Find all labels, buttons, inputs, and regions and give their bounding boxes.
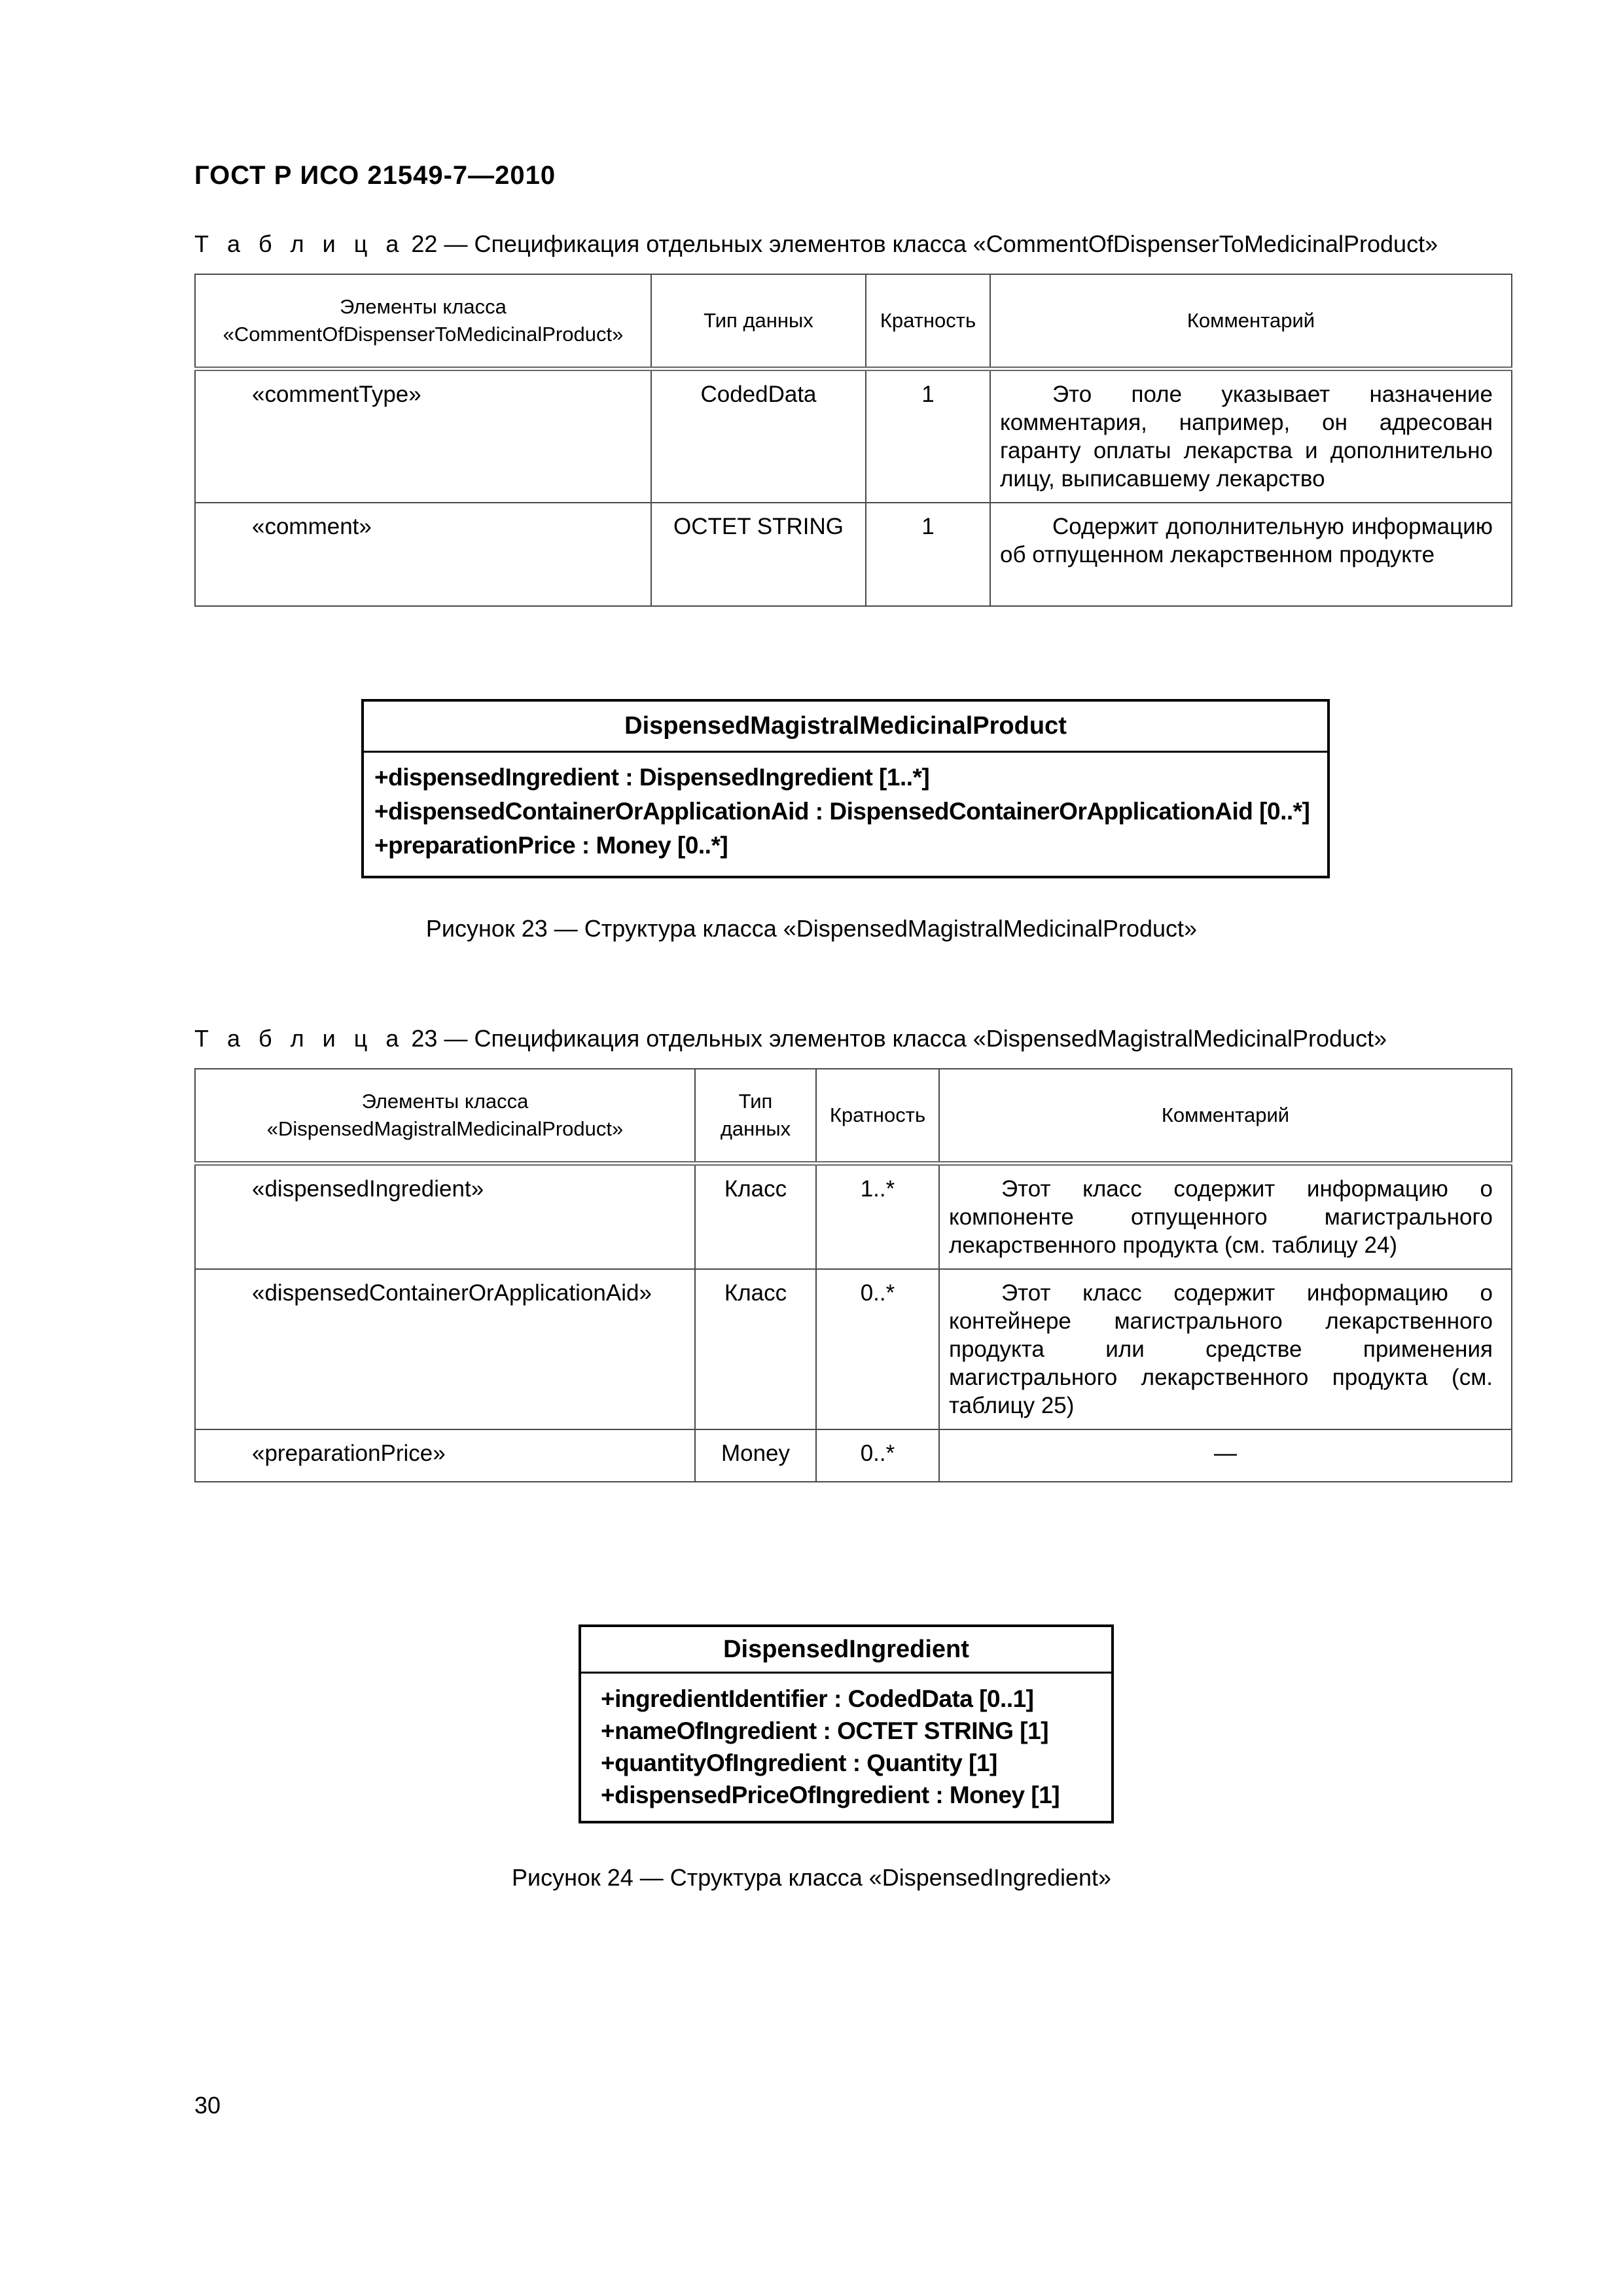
uml-attribute: +preparationPrice : Money [0..*] (374, 832, 728, 859)
table22-header-comment: Комментарий (990, 274, 1512, 368)
table22 (194, 274, 1512, 607)
table23-cell-comment: Этот класс содержит информацию о контейнере магистрального лекарственного продукта или средстве применения магистрального лекарственного продукта (см. таблицу 25) (939, 1269, 1512, 1429)
table23-cell-type: Класс (695, 1163, 816, 1269)
table22-caption (194, 230, 1438, 258)
table22-cell-mult: 1 (866, 368, 990, 503)
uml-class-dispensed-ingredient (579, 1624, 1114, 1823)
table23-cell-mult: 0..* (816, 1429, 939, 1482)
table23-caption-text: 23 — Спецификация отдельных элементов класса «DispensedMagistralMedicinalProduct» (404, 1025, 1387, 1052)
table23-header-type: Тип данных (695, 1069, 816, 1163)
table23-header-element: Элементы класса «DispensedMagistralMedicinalProduct» (195, 1069, 695, 1163)
table23-cell-element: «dispensedIngredient» (195, 1163, 695, 1269)
table23-cell-element: «preparationPrice» (195, 1429, 695, 1482)
uml-attributes (581, 1674, 1111, 1811)
table23-header-mult: Кратность (816, 1069, 939, 1163)
uml-attributes (364, 753, 1327, 863)
table23-cell-type: Money (695, 1429, 816, 1482)
table22-cell-type: OCTET STRING (651, 503, 866, 606)
uml-class-name: DispensedMagistralMedicinalProduct (364, 702, 1327, 753)
table23-label: Т а б л и ц а (194, 1025, 405, 1052)
table-row (195, 368, 1512, 503)
table22-cell-comment: Содержит дополнительную информацию об отпущенном лекарственном продукте (990, 503, 1512, 606)
table-row (195, 1429, 1512, 1482)
table22-label: Т а б л и ц а (194, 230, 405, 257)
table22-cell-element: «comment» (195, 503, 651, 606)
uml-attribute: +dispensedPriceOfIngredient : Money [1] (601, 1782, 1060, 1808)
table22-header-mult: Кратность (866, 274, 990, 368)
page-number: 30 (194, 2092, 221, 2119)
table23 (194, 1068, 1512, 1482)
table22-cell-comment: Это поле указывает назначение комментария, например, он адресован гаранту оплаты лекарства и дополнительно лицу, выписавшему лекарство (990, 368, 1512, 503)
table22-cell-mult: 1 (866, 503, 990, 606)
figure24-caption: Рисунок 24 — Структура класса «DispensedIngredient» (511, 1864, 1112, 1891)
uml-attribute: +nameOfIngredient : OCTET STRING [1] (601, 1717, 1049, 1744)
table22-cell-type: CodedData (651, 368, 866, 503)
figure23-caption: Рисунок 23 — Структура класса «DispensedMagistralMedicinalProduct» (425, 915, 1198, 942)
table-row (195, 1269, 1512, 1429)
table22-header-type: Тип данных (651, 274, 866, 368)
table23-caption (194, 1025, 1387, 1052)
table23-cell-type: Класс (695, 1269, 816, 1429)
uml-class-dispensed-magistral (361, 699, 1330, 878)
table-row (195, 1163, 1512, 1269)
uml-attribute: +ingredientIdentifier : CodedData [0..1] (601, 1685, 1034, 1712)
table23-cell-mult: 0..* (816, 1269, 939, 1429)
uml-attribute: +dispensedContainerOrApplicationAid : DispensedContainerOrApplicationAid [0..*] (374, 798, 1310, 825)
table22-header-element: Элементы класса «CommentOfDispenserToMedicinalProduct» (195, 274, 651, 368)
uml-class-name: DispensedIngredient (581, 1627, 1111, 1674)
table23-header-comment: Комментарий (939, 1069, 1512, 1163)
uml-attribute: +quantityOfIngredient : Quantity [1] (601, 1749, 997, 1776)
table22-header-row (195, 274, 1512, 368)
table23-cell-comment: Этот класс содержит информацию о компоненте отпущенного магистрального лекарственного продукта (см. таблицу 24) (939, 1163, 1512, 1269)
uml-attribute: +dispensedIngredient : DispensedIngredient [1..*] (374, 764, 930, 791)
table22-caption-text: 22 — Спецификация отдельных элементов класса «CommentOfDispenserToMedicinalProduct» (404, 230, 1438, 257)
table23-header-row (195, 1069, 1512, 1163)
table23-cell-element: «dispensedContainerOrApplicationAid» (195, 1269, 695, 1429)
table-row (195, 503, 1512, 606)
table22-cell-element: «commentType» (195, 368, 651, 503)
document-header: ГОСТ Р ИСО 21549-7—2010 (194, 161, 556, 190)
table23-cell-comment: — (939, 1429, 1512, 1482)
table23-cell-mult: 1..* (816, 1163, 939, 1269)
